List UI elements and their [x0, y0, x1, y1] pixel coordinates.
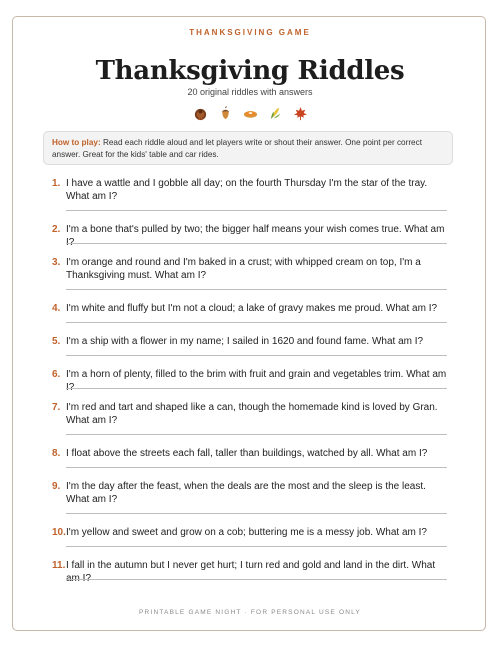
riddle-text: I float above the streets each fall, taller than buildings, watched by all. What am I? [66, 448, 428, 459]
answer-line[interactable] [66, 579, 447, 580]
riddle-number: 8. [52, 448, 61, 459]
riddle-text: I fall in the autumn but I never get hurt; I turn red and gold and land in the dirt. What am I? [66, 560, 436, 584]
riddle-text: I'm a horn of plenty, filled to the brim with fruit and grain and vegetables trim. What am I? [66, 369, 447, 393]
riddle-list [52, 177, 447, 592]
riddle-item [52, 302, 447, 335]
maple-leaf-icon [293, 106, 308, 121]
riddle-text: I'm a ship with a flower in my name; I sailed in 1620 and found fame. What am I? [66, 336, 424, 347]
how-to-play-box [43, 131, 453, 165]
riddle-item [52, 401, 447, 447]
pie-icon [243, 106, 258, 121]
riddle-item [52, 335, 447, 368]
riddle-item [52, 223, 447, 256]
riddle-item [52, 368, 447, 401]
answer-line[interactable] [66, 289, 447, 290]
answer-line[interactable] [66, 388, 447, 389]
answer-line[interactable] [66, 355, 447, 356]
riddle-number: 10. [52, 527, 66, 538]
riddle-number: 9. [52, 481, 61, 492]
answer-line[interactable] [66, 546, 447, 547]
how-to-play-label: How to play: [52, 138, 101, 147]
riddle-text: I'm a bone that's pulled by two; the bigger half means your wish comes true. What am I? [66, 224, 445, 248]
riddle-item [52, 256, 447, 302]
acorn-icon [218, 106, 233, 121]
riddle-item [52, 526, 447, 559]
page-title: Thanksgiving Riddles [95, 56, 405, 86]
how-to-play-text: Read each riddle aloud and let players write or shout their answer. One point per correct answer. Great for the kids' table and car rides. [52, 138, 422, 159]
riddle-number: 1. [52, 178, 61, 189]
riddle-text: I'm the day after the feast, when the deals are the most and the sleep is the least. What am I? [66, 481, 426, 505]
riddle-number: 6. [52, 369, 61, 380]
eyebrow-label: THANKSGIVING GAME [189, 28, 311, 37]
riddle-number: 4. [52, 303, 61, 314]
riddle-number: 3. [52, 257, 61, 268]
riddle-number: 7. [52, 402, 61, 413]
footer-note: PRINTABLE GAME NIGHT · FOR PERSONAL USE ONLY [139, 609, 361, 616]
page-subtitle: 20 original riddles with answers [187, 87, 313, 97]
answer-line[interactable] [66, 322, 447, 323]
riddle-number: 11. [52, 560, 66, 571]
riddle-item [52, 480, 447, 526]
riddle-number: 2. [52, 224, 61, 235]
riddle-text: I'm white and fluffy but I'm not a cloud; a lake of gravy makes me proud. What am I? [66, 303, 438, 314]
decorative-icon-row [0, 106, 500, 121]
riddle-text: I'm red and tart and shaped like a can, though the homemade kind is loved by Gran. What am I? [66, 402, 438, 426]
riddle-item [52, 447, 447, 480]
riddle-item [52, 559, 447, 592]
answer-line[interactable] [66, 434, 447, 435]
turkey-icon [193, 106, 208, 121]
riddle-text: I'm yellow and sweet and grow on a cob; buttering me is a messy job. What am I? [66, 527, 427, 538]
corn-icon [268, 106, 283, 121]
answer-line[interactable] [66, 243, 447, 244]
riddle-item [52, 177, 447, 223]
answer-line[interactable] [66, 210, 447, 211]
riddle-number: 5. [52, 336, 61, 347]
riddle-text: I'm orange and round and I'm baked in a crust; with whipped cream on top, I'm a Thanksgiving must. What am I? [66, 257, 421, 281]
answer-line[interactable] [66, 513, 447, 514]
answer-line[interactable] [66, 467, 447, 468]
riddle-text: I have a wattle and I gobble all day; on the fourth Thursday I'm the star of the tray. What am I? [66, 178, 428, 202]
